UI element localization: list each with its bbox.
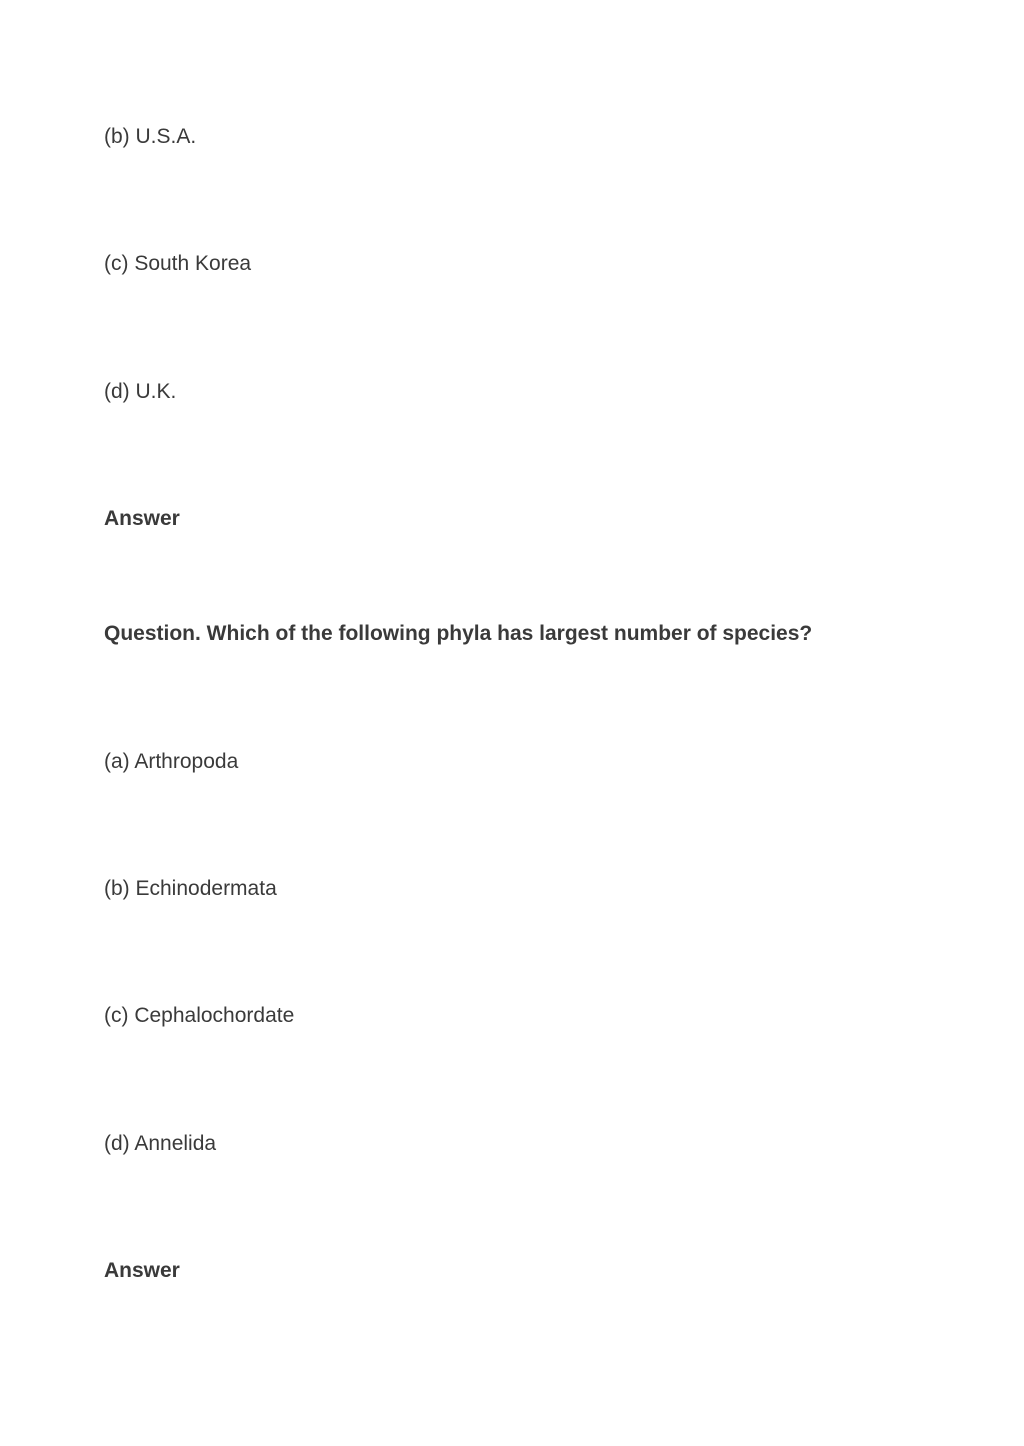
q1-option-b: (b) U.S.A.	[104, 125, 197, 148]
q2-option-c: (c) Cephalochordate	[104, 1004, 295, 1027]
q2-answer-link[interactable]: Answer	[104, 1259, 180, 1282]
q2-option-b: (b) Echinodermata	[104, 877, 277, 900]
q2-option-a: (a) Arthropoda	[104, 750, 239, 773]
q1-answer-link[interactable]: Answer	[104, 507, 180, 530]
q2-option-d: (d) Annelida	[104, 1132, 217, 1155]
q1-option-c: (c) South Korea	[104, 252, 252, 275]
q1-option-d: (d) U.K.	[104, 380, 177, 403]
q2-question-text: Question. Which of the following phyla has largest number of species?	[104, 622, 813, 645]
